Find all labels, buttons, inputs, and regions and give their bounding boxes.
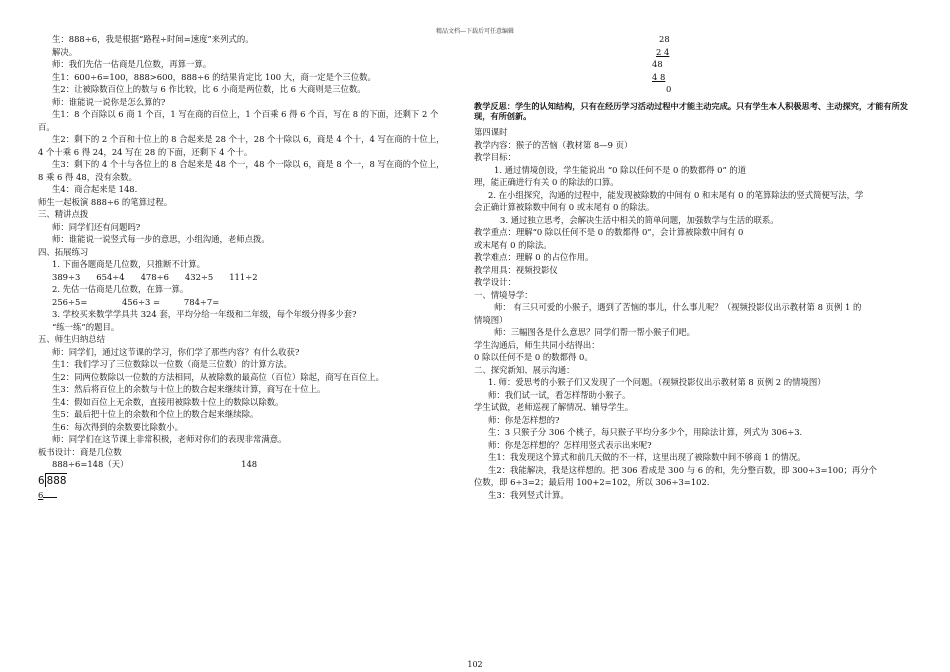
text-line: 生2：剩下的 2 个百和十位上的 8 合起来是 28 个十，28 个十除以 6，商是 4 个十，4 写在商的十位上，: [52, 134, 445, 144]
text-line: 百。: [38, 121, 55, 132]
text-line: 8 乘 6 得 48，没有余数。: [38, 171, 137, 182]
text-line: 1. 下面各题商是几位数，只推断不计算。: [52, 259, 206, 269]
calc-value: 28: [659, 34, 670, 44]
text-line: 或末尾有 0 的除法。: [474, 239, 552, 250]
text-line: 教学难点：理解 0 的占位作用。: [474, 252, 594, 262]
text-line: 情境图）: [474, 314, 508, 325]
text-line: 生1：我们学习了三位数除以一位数（商是三位数）的计算方法。: [52, 359, 292, 369]
text-line: 0 除以任何不是 0 的数都得 0。: [474, 352, 593, 362]
calc-line: [474, 83, 914, 96]
text-line: 生6：每次得到的余数要比除数小。: [52, 421, 183, 432]
text-line: 2. 先估一估商是几位数，在算一算。: [52, 284, 189, 294]
partial-product: [38, 489, 466, 502]
section-heading: 一、情境导学：: [474, 289, 533, 300]
text-line: 生1：600÷6=100，888>600，888÷6 的结果肯定比 100 大，商一定是个三位数。: [52, 71, 376, 82]
text-line: 生：3 只猴子分 306 个桃子，每只猴子平均分多少个，用除法计算，列式为 306÷3.: [488, 427, 803, 437]
teaching-reflection: 教学反思：学生的认知结构，只有在经历学习活动过程中才能主动完成。只有学生本人积极思考、主动探究，才能有所发现，有所创新。: [474, 100, 908, 121]
section-heading: 三、精讲点拨: [38, 209, 89, 219]
text-line: “练一练”的题目。: [52, 321, 120, 332]
section-heading: 五、师生归纳总结: [38, 334, 105, 344]
text-line: 解决。: [52, 46, 78, 57]
text-line: 师：同学们在这节课上非常积极，老师对你们的表现非常满意。: [52, 434, 287, 444]
text-line: 生3：我列竖式计算。: [488, 489, 569, 500]
text-line: 学生试做，老师巡视了解情况、辅导学生。: [474, 402, 634, 412]
calc-line: [474, 46, 914, 59]
calc-value: 2 4: [656, 46, 670, 57]
text-line: 生：888÷6，我是根据“路程÷时间=速度”来列式的。: [52, 34, 254, 44]
right-column: [474, 33, 914, 658]
text-line: 师：我们先估一估商是几位数，再算一算。: [52, 59, 212, 69]
board-equation-text: 888÷6=148（天）: [52, 459, 129, 469]
text-line: 师：谁能说一说你是怎么算的?: [52, 96, 166, 107]
left-column: [38, 33, 466, 658]
text-line: 教学用具：视频投影仪: [474, 264, 558, 275]
text-line: 教学内容：猴子的苦恼（教材第 8—9 页）: [474, 139, 633, 150]
text-line: 2. 在小组探究，沟通的过程中，能发现被除数的中间有 0 和末尾有 0 的笔算除法的竖式简便写法，学: [488, 189, 864, 200]
text-line: 位数，即 6÷3=2；最后用 100+2=102，所以 306÷3=102.: [474, 477, 710, 487]
text-line: 生2：让被除数百位上的数与 6 作比较，比 6 小商是两位数，比 6 大商则是三位数。: [52, 84, 366, 94]
calc-value: 4 8: [652, 71, 666, 82]
text-line: 师：你是怎样想的?: [488, 414, 560, 425]
text-line: 师：三幅图各是什么意思？同学们帮一帮小猴子们吧。: [494, 327, 695, 337]
text-line: 256÷5= 456÷3 = 784÷7=: [52, 296, 220, 307]
text-line: 师生一起板演 888÷6 的笔算过程。: [38, 196, 173, 207]
text-line: 生4：商合起来是 148.: [52, 184, 138, 194]
board-quotient: 148: [241, 459, 258, 469]
calc-value: 48: [652, 59, 663, 69]
divisor: 6: [38, 473, 45, 487]
text-line: 生2：同两位数除以一位数的方法相同，从被除数的最高位（百位）除起，商写在百位上。: [52, 371, 384, 382]
text-line: 生2：我能解决，我是这样想的。把 306 看成是 300 与 6 的和，先分整百数，即 300÷3=100；再分个: [488, 464, 877, 475]
text-line: 3. 学校买来数学学具共 324 套，平均分给一年级和二年级，每个年级分得多少套?: [52, 309, 357, 319]
text-line: 会正确计算被除数中间有 0 或末尾有 0 的除法。: [474, 202, 655, 212]
text-line: 理，能正确进行有关 0 的除法的口算。: [474, 177, 619, 187]
lesson-title: 第四课时: [474, 127, 508, 137]
text-line: 生4：假如百位上无余数，直接用被除数十位上的数除以除数。: [52, 396, 284, 407]
text-line: 1. 师：爱思考的小猴子们又发现了一个问题。（视频投影仪出示教材第 8 页例 2 的情境图）: [488, 377, 826, 387]
dividend: 888: [46, 473, 67, 487]
text-line: 师： 有三只可爱的小猴子，遇到了苦恼的事儿，什么事儿呢？（视频投影仪出示教材第 8 页例 1 的: [494, 302, 862, 312]
text-line: 师：谁能说一说竖式每一步的意思，小组沟通，老师点拨。: [52, 234, 270, 244]
text-line: 生1：我发现这个算式和前几天做的不一样，这里出现了被除数中间不够商 1 的情况。: [488, 452, 806, 462]
calc-line: [474, 33, 914, 46]
text-line: 生3：剩下的 4 个十与各位上的 8 合起来是 48 个一，48 个一除以 6，商是 8 个一，8 写在商的个位上，: [52, 159, 445, 169]
text-line: 389÷3 654÷4 478÷6 432÷5 111÷2: [52, 271, 258, 282]
page-header: 精品文档---下载后可任意编辑: [435, 28, 515, 35]
text-line: 师：我们试一试，看怎样帮助小猴子。: [488, 389, 631, 400]
partial-product-value: 6: [38, 490, 44, 501]
calc-line: [474, 58, 914, 71]
text-line: 师：同学们还有问题吗?: [52, 221, 141, 232]
text-line: 生5：最后把十位上的余数和个位上的数合起来继续除。: [52, 409, 259, 419]
text-line: 学生沟通后，师生共同小结得出：: [474, 339, 600, 350]
calc-value: 0: [666, 84, 672, 94]
calc-line: [474, 71, 914, 84]
text-line: 师：同学们，通过这节课的学习，你们学了那些内容？有什么收获?: [52, 346, 300, 357]
text-line: 教学设计：: [474, 277, 516, 287]
board-equation: [38, 458, 466, 471]
board-design-title: 板书设计：商是几位数: [38, 446, 122, 457]
text-line: 3. 通过独立思考，会解决生活中相关的简单问题，加强数学与生活的联系。: [500, 214, 779, 225]
text-line: 生3：然后将百位上的余数与十位上的数合起来继续计算，商写在十位上。: [52, 384, 326, 394]
text-line: 教学目标：: [474, 152, 516, 162]
text-line: 师：你是怎样想的？怎样用竖式表示出来呢?: [488, 439, 652, 450]
section-heading: 四、拓展练习: [38, 246, 89, 257]
text-line: 1. 通过情境创设，学生能说出 “0 除以任何不是 0 的数都得 0” 的道: [494, 164, 747, 175]
page-number: 102: [467, 660, 483, 669]
section-heading: 二、探究新知、展示沟通：: [474, 364, 575, 375]
long-division-start: [38, 474, 466, 488]
text-line: 4 个十乘 6 得 24，24 写在 28 的下面，还剩下 4 个十。: [38, 146, 253, 157]
text-line: 生1：8 个百除以 6 商 1 个百，1 写在商的百位上，1 个百乘 6 得 6 个百，写在 8 的下面，还剩下 2 个: [52, 109, 439, 119]
text-line: 教学重点：理解“0 除以任何不是 0 的数都得 0”，会计算被除数中间有 0: [474, 227, 744, 237]
